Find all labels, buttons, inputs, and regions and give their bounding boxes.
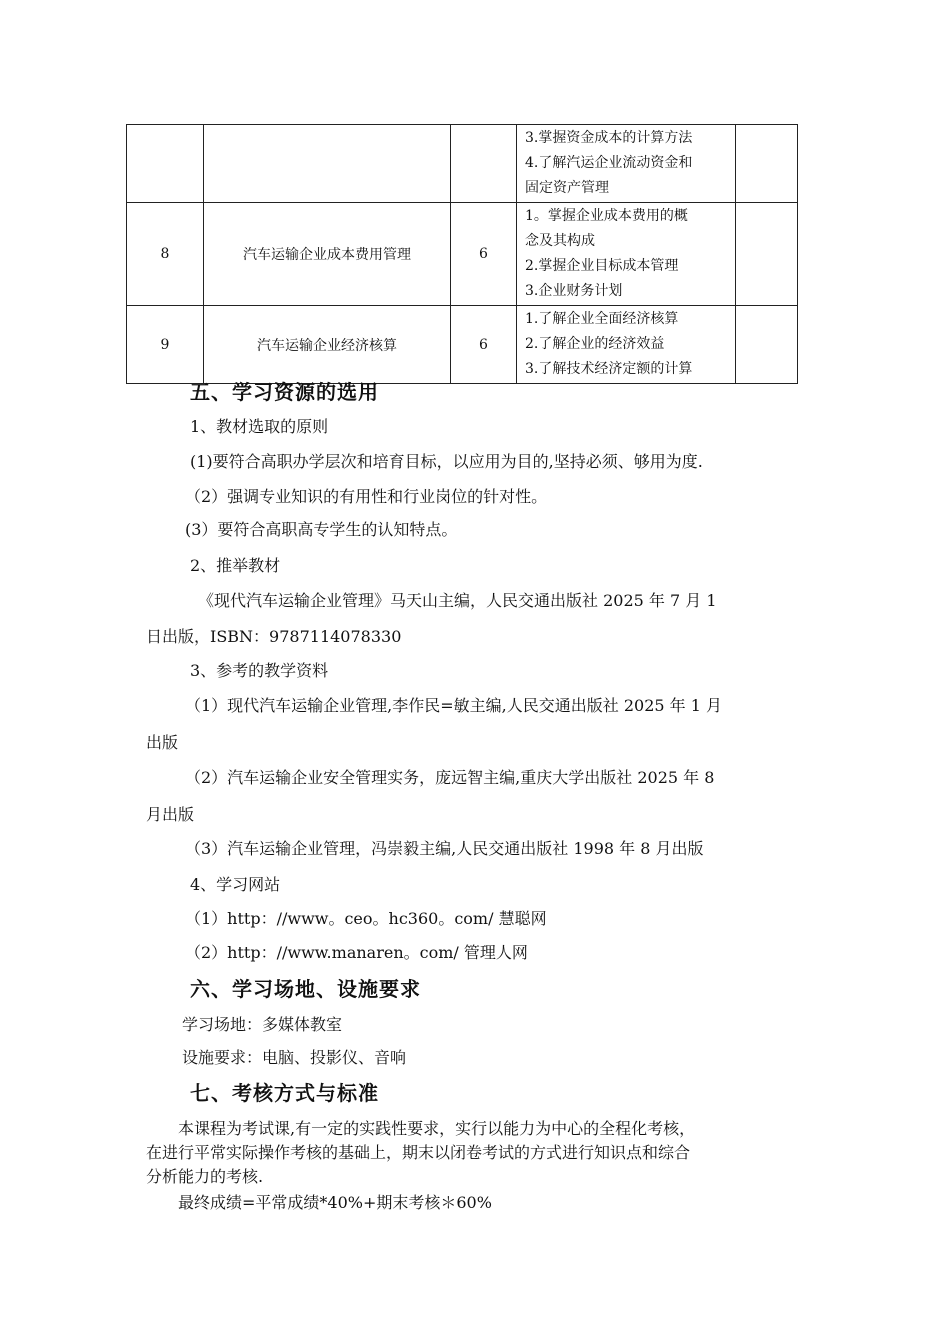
reference-2-line-1: （2）汽车运输企业安全管理实务，庞远智主编,重庆大学出版社 2025 年 8: [185, 768, 715, 787]
row-note: [736, 125, 798, 203]
reference-1-line-2: 出版: [146, 733, 179, 752]
row-topic: 汽车运输企业经济核算: [204, 306, 451, 384]
row-topic: 汽车运输企业成本费用管理: [204, 203, 451, 306]
row-note: [736, 306, 798, 384]
principle-item-1: (1)要符合高职办学层次和培育目标，以应用为目的,坚持必须、够用为度.: [190, 452, 703, 471]
goal-line: 3.企业财务计划: [525, 283, 623, 299]
row-number: [127, 125, 204, 203]
row-number: 9: [127, 306, 204, 384]
reference-2-line-2: 月出版: [146, 805, 195, 824]
section-heading-resources: 五、学习资源的选用: [190, 380, 379, 404]
row-hours: 6: [451, 203, 517, 306]
goal-line: 3.掌握资金成本的计算方法: [525, 130, 693, 146]
website-2: （2）http：//www.manaren。com/ 管理人网: [185, 943, 528, 962]
row-hours: 6: [451, 306, 517, 384]
goal-line: 1.了解企业全面经济核算: [525, 311, 679, 327]
row-topic: [204, 125, 451, 203]
website-1: （1）http：//www。ceo。hc360。com/ 慧聪网: [185, 909, 547, 928]
goal-line: 念及其构成: [525, 233, 595, 249]
assessment-paragraph-line-1: 本课程为考试课,有一定的实践性要求，实行以能力为中心的全程化考核，: [178, 1119, 696, 1138]
row-goals: [517, 125, 736, 203]
subheading-websites: 4、学习网站: [190, 875, 281, 894]
row-number: 8: [127, 203, 204, 306]
table-row: [127, 125, 798, 203]
textbook-line-2: 日出版，ISBN：9787114078330: [146, 627, 402, 646]
table-row: [127, 203, 798, 306]
assessment-paragraph-line-2: 在进行平常实际操作考核的基础上，期末以闭卷考试的方式进行知识点和综合: [146, 1143, 691, 1162]
textbook-line-1: 《现代汽车运输企业管理》马天山主编，人民交通出版社 2025 年 7 月 1: [198, 591, 717, 610]
goal-line: 4.了解汽运企业流动资金和: [525, 155, 693, 171]
subheading-textbook-principles: 1、教材选取的原则: [190, 417, 329, 436]
row-note: [736, 203, 798, 306]
reference-1-line-1: （1）现代汽车运输企业管理,李作民=敏主编,人民交通出版社 2025 年 1 月: [185, 696, 723, 715]
row-hours: [451, 125, 517, 203]
venue-text: 学习场地：多媒体教室: [182, 1015, 343, 1034]
section-heading-venue: 六、学习场地、设施要求: [190, 977, 421, 1001]
section-heading-assessment: 七、考核方式与标准: [190, 1081, 379, 1105]
principle-item-3: (3）要符合高职高专学生的认知特点。: [185, 520, 458, 539]
subheading-reference-materials: 3、参考的教学资料: [190, 661, 329, 680]
goal-line: 2.了解企业的经济效益: [525, 336, 665, 352]
goal-line: 固定资产管理: [525, 180, 609, 196]
assessment-paragraph-line-3: 分析能力的考核.: [146, 1167, 264, 1186]
goal-line: 2.掌握企业目标成本管理: [525, 258, 679, 274]
syllabus-table: [126, 124, 798, 384]
grade-formula: 最终成绩=平常成绩*40%+期末考核＊60%: [178, 1193, 492, 1212]
facility-text: 设施要求：电脑、投影仪、音响: [182, 1048, 407, 1067]
row-goals: [517, 306, 736, 384]
table-row: [127, 306, 798, 384]
subheading-recommended-textbook: 2、推举教材: [190, 556, 281, 575]
goal-line: 3.了解技术经济定额的计算: [525, 361, 693, 377]
goal-line: 1。掌握企业成本费用的概: [525, 208, 688, 224]
reference-3: （3）汽车运输企业管理，冯崇毅主编,人民交通出版社 1998 年 8 月出版: [185, 839, 704, 858]
row-goals: [517, 203, 736, 306]
principle-item-2: （2）强调专业知识的有用性和行业岗位的针对性。: [185, 487, 548, 506]
